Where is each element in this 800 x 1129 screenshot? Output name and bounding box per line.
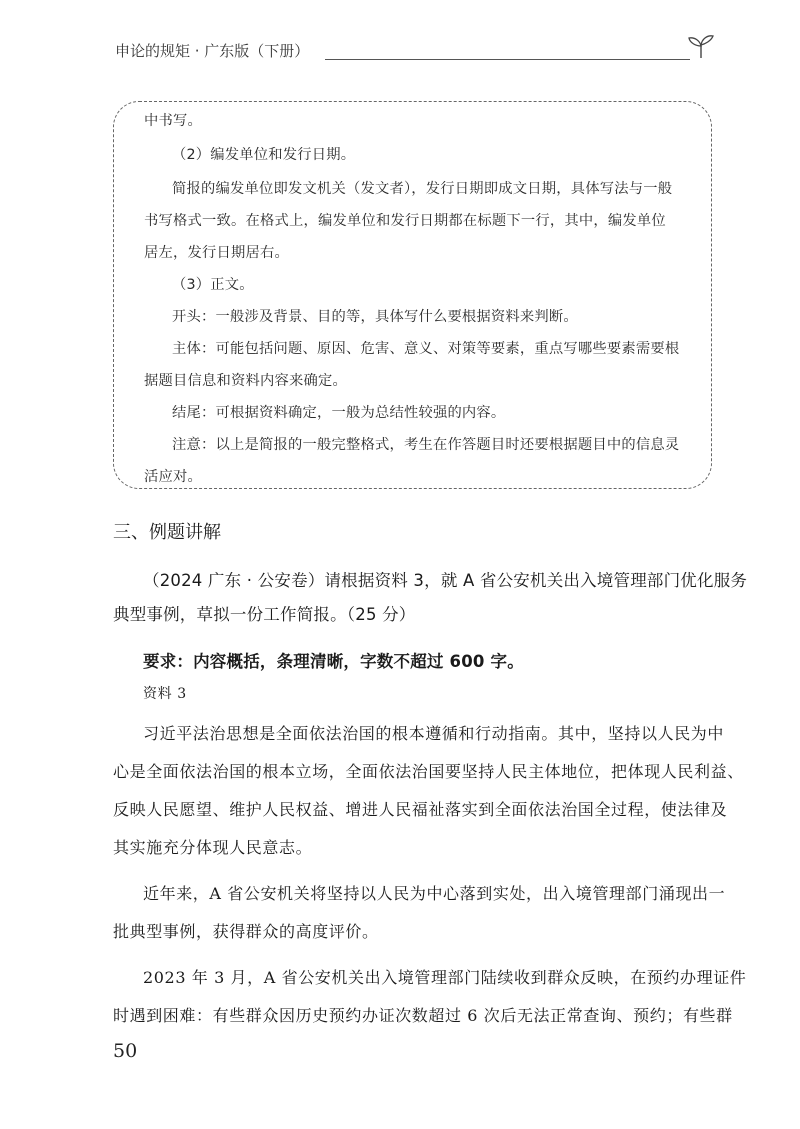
- material-line: 2023 年 3 月，A 省公安机关出入境管理部门陆续收到群众反映，在预约办理证件: [143, 968, 747, 987]
- section-heading: 三、例题讲解: [113, 522, 221, 543]
- question-line: 典型事例，草拟一份工作简报。（25 分）: [113, 605, 416, 624]
- requirement-line: 要求：内容概括，条理清晰，字数不超过 600 字。: [143, 652, 524, 671]
- material-line: 习近平法治思想是全面依法治国的根本遵循和行动指南。其中，坚持以人民为中: [143, 724, 725, 743]
- header-rule: [325, 59, 690, 60]
- material-line: 批典型事例，获得群众的高度评价。: [113, 922, 379, 941]
- box-line: 注意：以上是简报的一般完整格式，考生在作答题目时还要根据题目中的信息灵: [172, 437, 680, 453]
- question-line: （2024 广东 · 公安卷）请根据资料 3，就 A 省公安机关出入境管理部门优化服务: [143, 571, 748, 590]
- box-line: （3）正文。: [172, 277, 254, 293]
- page-number: 50: [113, 1040, 138, 1062]
- box-line: 主体：可能包括问题、原因、危害、意义、对策等要素，重点写哪些要素需要根: [172, 341, 680, 357]
- running-header-title: 申论的规矩 · 广东版（下册）: [115, 42, 310, 60]
- box-line: 结尾：可根据资料确定，一般为总结性较强的内容。: [172, 405, 506, 421]
- box-line: 据题目信息和资料内容来确定。: [144, 373, 347, 389]
- box-line: 活应对。: [144, 469, 202, 485]
- material-line: 其实施充分体现人民意志。: [113, 838, 313, 857]
- box-line: 简报的编发单位即发文机关（发文者），发行日期即成文日期，具体写法与一般: [172, 181, 673, 197]
- box-line: 居左，发行日期居右。: [144, 245, 289, 261]
- box-line: 开头：一般涉及背景、目的等，具体写什么要根据资料来判断。: [172, 309, 578, 325]
- box-line: 书写格式一致。在格式上，编发单位和发行日期都在标题下一行，其中，编发单位: [144, 213, 666, 229]
- material-line: 心是全面依法治国的根本立场，全面依法治国要坚持人民主体地位，把体现人民利益、: [113, 762, 744, 781]
- material-line: 反映人民愿望、维护人民权益、增进人民福祉落实到全面依法治国全过程，使法律及: [113, 800, 728, 819]
- sprout-icon: [686, 34, 716, 60]
- box-line: 中书写。: [144, 113, 202, 129]
- box-line: （2）编发单位和发行日期。: [172, 147, 356, 163]
- material-line: 时遇到困难：有些群众因历史预约办证次数超过 6 次后无法正常查询、预约；有些群: [113, 1006, 733, 1025]
- format-note-box: [113, 101, 712, 489]
- material-line: 近年来，A 省公安机关将坚持以人民为中心落到实处，出入境管理部门涌现出一: [143, 884, 726, 903]
- material-label: 资料 3: [143, 686, 187, 702]
